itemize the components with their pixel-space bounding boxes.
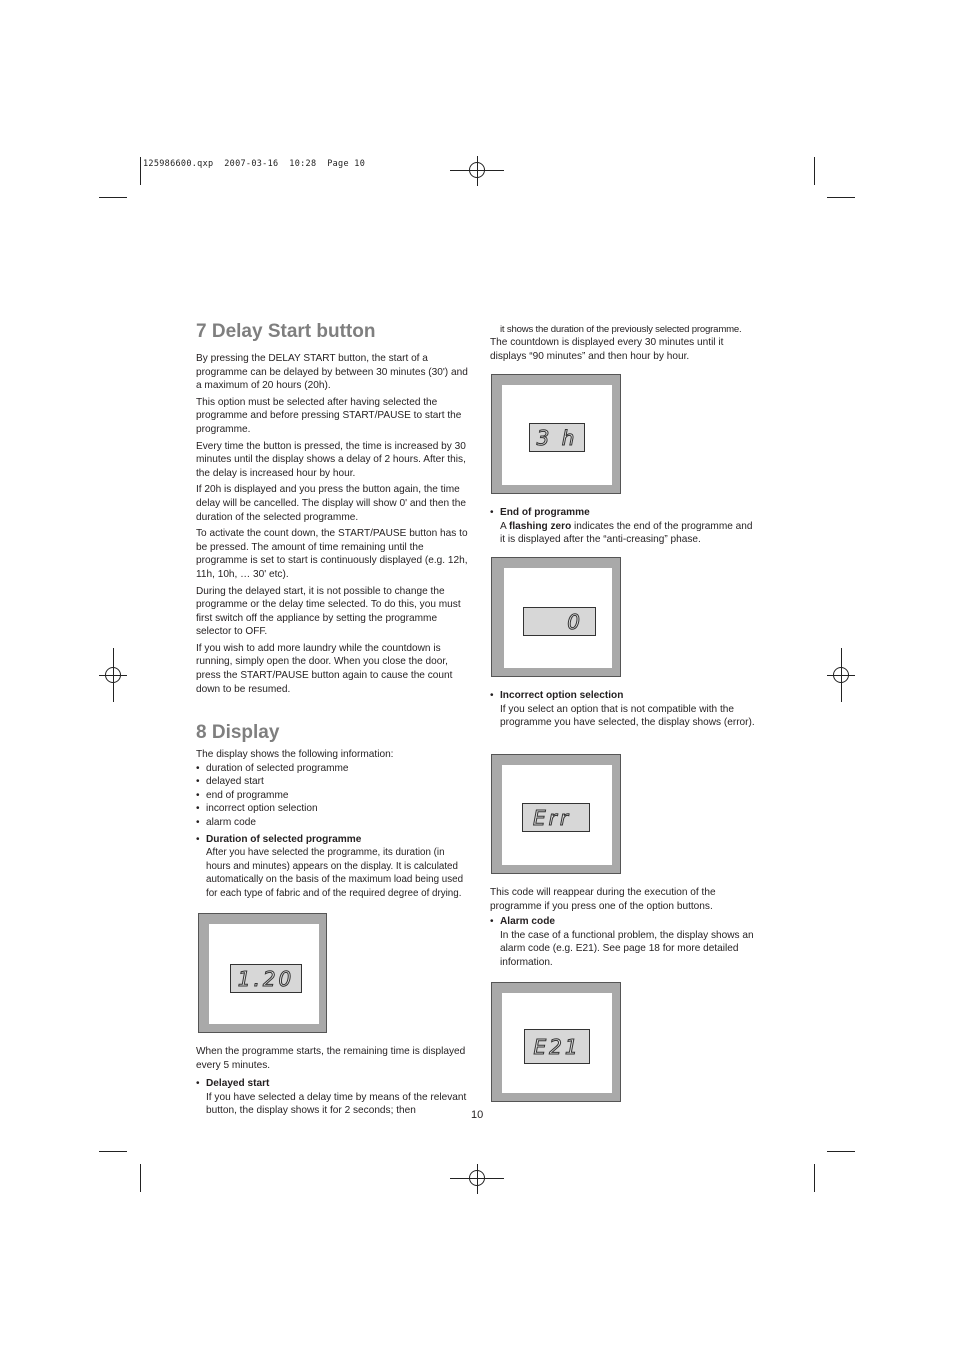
delayed-start-block [196, 1045, 468, 1118]
display-info-list [196, 762, 468, 830]
incorrect-option-block [490, 689, 758, 730]
page-number: 10 [471, 1109, 484, 1121]
lcd-error: Err [522, 803, 590, 832]
countdown-block [490, 336, 758, 366]
list-item: • duration of selected programme [196, 762, 468, 776]
duration-heading: Duration of selected programme [206, 833, 362, 845]
display-panel-duration [198, 913, 327, 1033]
display-panel-alarm [491, 982, 621, 1102]
section-title-display: 8 Display [196, 722, 280, 743]
reappear-text: This code will reappear during the execution of the programme if you press one of the option buttons. [490, 887, 716, 912]
section-title-delay-start: 7 Delay Start button [196, 321, 376, 342]
alarm-heading: Alarm code [500, 916, 555, 928]
alarm-text: In the case of a functional problem, the display shows an alarm code (e.g. E21). See page 18 for more detailed information. [500, 929, 754, 968]
end-text: A flashing zero indicates the end of the programme and it is displayed after the “anti-creasing” phase. [500, 520, 753, 546]
display-intro: The display shows the following information: [196, 749, 394, 760]
incorrect-heading: Incorrect option selection [500, 690, 624, 701]
display-panel-delayed [491, 374, 621, 494]
end-heading: End of programme [500, 507, 590, 518]
lcd-delayed: 3 h [529, 423, 585, 452]
end-programme-block [490, 506, 758, 547]
countdown-text: The countdown is displayed every 30 minutes until it displays “90 minutes” and then hour by hour. [490, 337, 724, 362]
list-item: • incorrect option selection [196, 802, 468, 816]
programme-starts-text: When the programme starts, the remaining time is displayed every 5 minutes. [196, 1046, 466, 1071]
paragraph: By pressing the DELAY START button, the start of a programme can be delayed by between 30 minutes (30') and a maximum of 20 hours (20h). [196, 353, 468, 392]
display-panel-end [491, 557, 621, 677]
paragraph: If 20h is displayed and you press the button again, the time delay will be cancelled. The display will show 0' and then the duration of the selected programme. [196, 484, 466, 523]
lcd-alarm: E21 [524, 1029, 590, 1064]
list-item: • alarm code [196, 816, 468, 830]
list-item: • delayed start [196, 775, 468, 789]
paragraph: If you wish to add more laundry while the countdown is running, simply open the door. When you close the door, press the START/PAUSE button again to cause the count down to be resumed. [196, 642, 453, 695]
print-slug: 125986600.qxp 2007-03-16 10:28 Page 10 [143, 159, 366, 169]
paragraph: This option must be selected after having selected the programme and before pressing START/PAUSE to start the programme. [196, 396, 462, 435]
delayed-text: If you have selected a delay time by means of the relevant button, the display shows it for 2 seconds; then [206, 1091, 467, 1117]
delayed-heading: Delayed start [206, 1078, 270, 1090]
list-item: • end of programme [196, 789, 468, 803]
paragraph: To activate the count down, the START/PAUSE button has to be pressed. The amount of time remaining until the programme is set to start is continuously displayed (e.g. 12h, 11h, 10h, … 30' etc). [196, 528, 468, 580]
lcd-end: 0 [523, 607, 596, 636]
alarm-block [490, 886, 758, 970]
lcd-duration: 1.20 [230, 964, 302, 993]
delayed-continued: it shows the duration of the previously selected programme. [500, 324, 742, 335]
display-panel-error [491, 754, 621, 874]
duration-text: After you have selected the programme, its duration (in hours and minutes) appears on the display. It is calculated automatically on the basis of the maximum load being used for each type of fabric and of the required degree of drying. [206, 847, 464, 899]
paragraph: Every time the button is pressed, the time is increased by 30 minutes until the display shows a delay of 2 hours. After this, the delay is increased hour by hour. [196, 440, 466, 479]
section-delay-start [196, 321, 468, 699]
section-display [196, 722, 468, 901]
paragraph: During the delayed start, it is not possible to change the programme or the delay time selected. To do this, you must first switch off the appliance by setting the programme selector to OFF. [196, 585, 461, 638]
incorrect-text: If you select an option that is not compatible with the programme you have selected, the display shows (error). [500, 703, 755, 729]
